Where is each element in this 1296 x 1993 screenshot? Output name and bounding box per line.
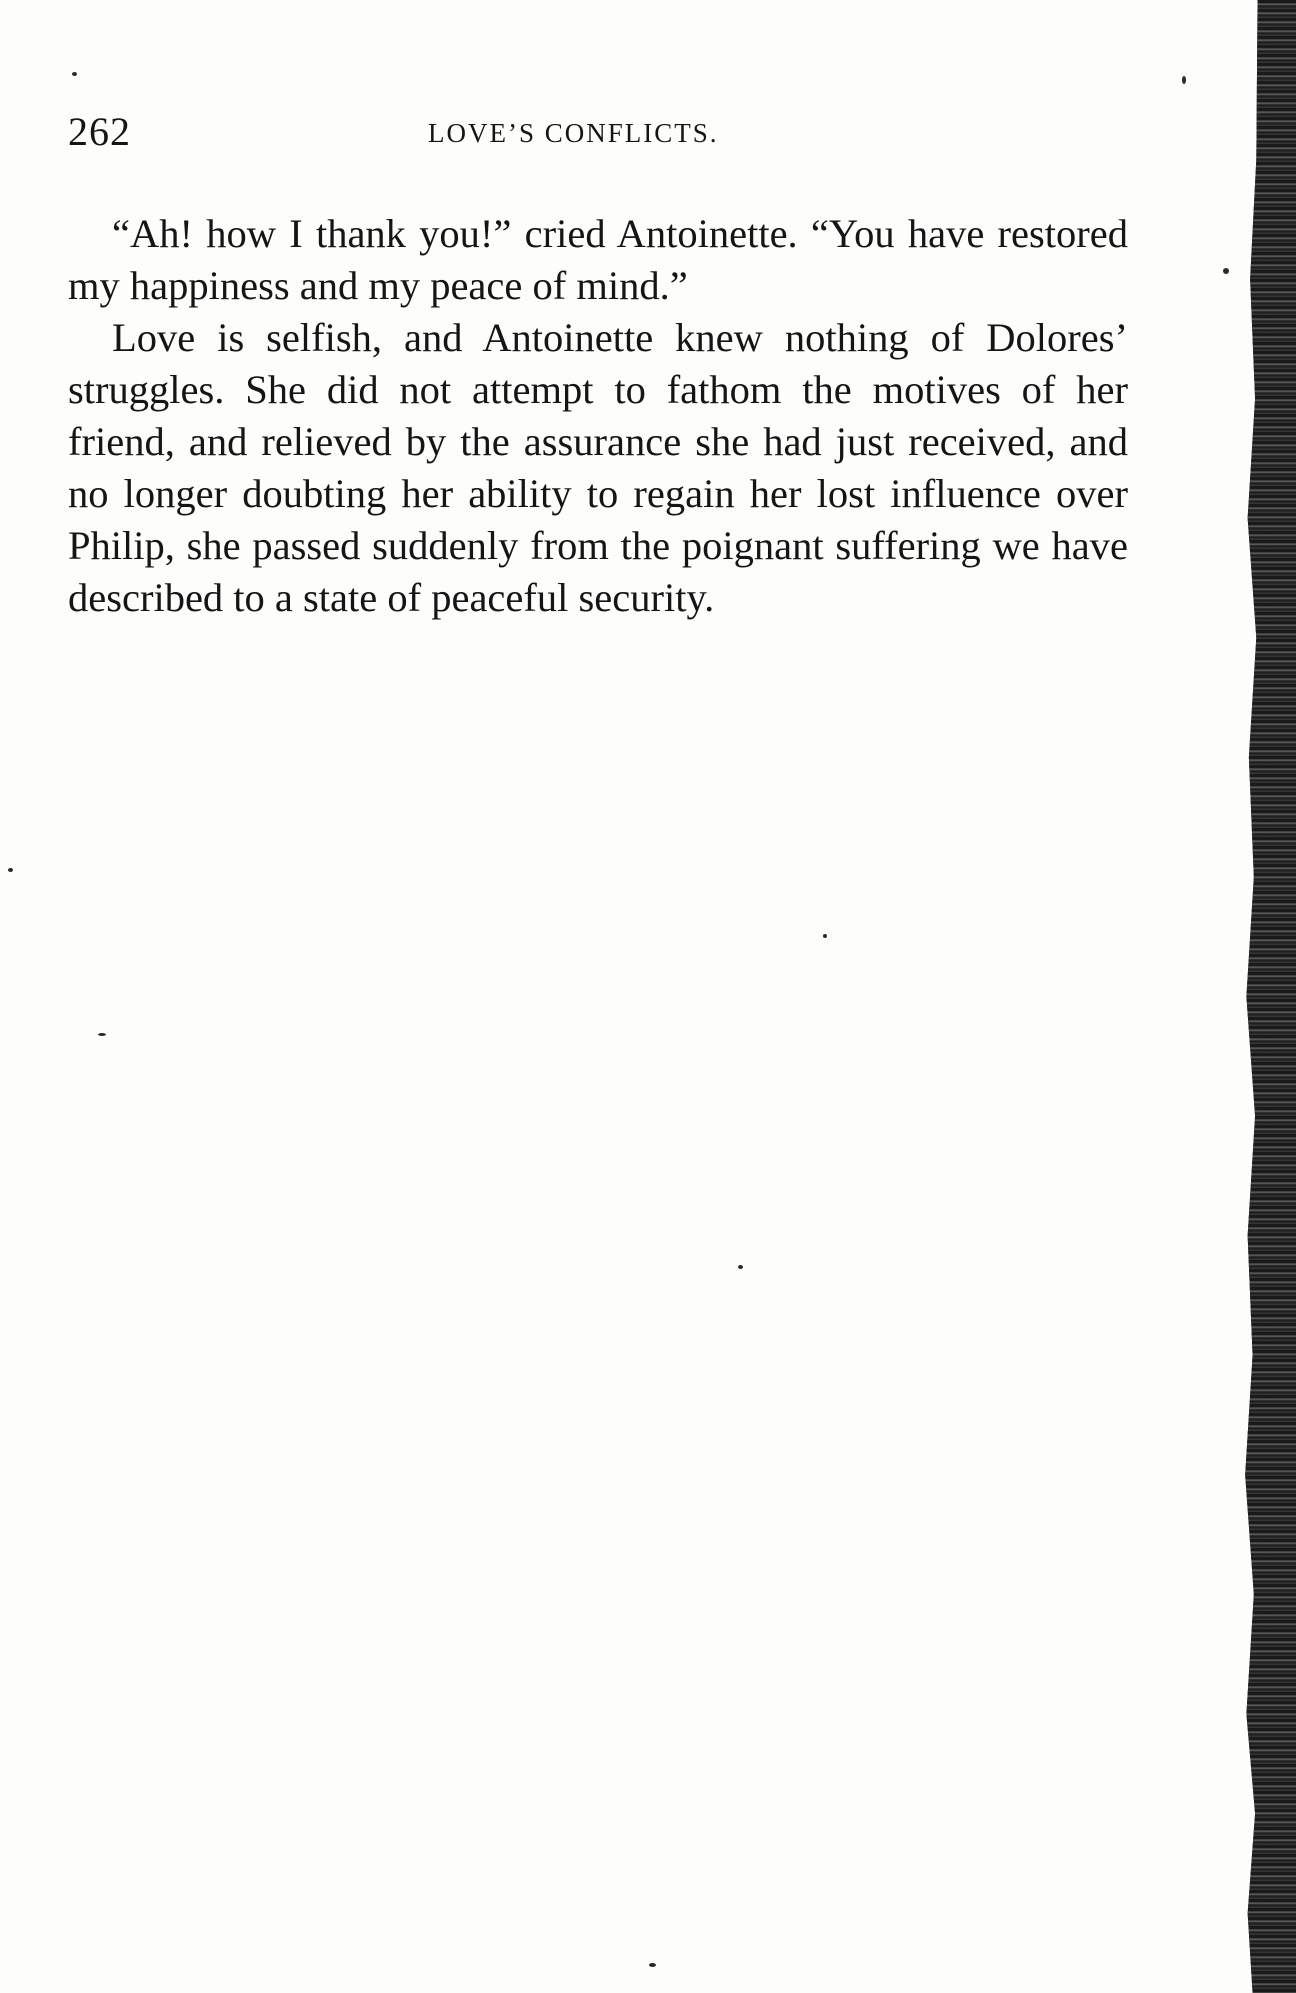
scan-speck <box>649 1963 656 1967</box>
page-number: 262 <box>68 109 131 154</box>
page-edge-shadow <box>1234 0 1296 1993</box>
scan-speck <box>823 934 827 938</box>
running-title: LOVE’S CONFLICTS. <box>428 118 719 148</box>
paragraph: Love is selfish, and Antoinette knew nothing of Dolores’ struggles. She did not attempt to fathom the motives of her friend, and relieved by the assurance she had just received, and no longer doubting her ability to regain her lost influence over Philip, she passed suddenly from the poignant suffering we have described to a state of peaceful security. <box>68 315 1128 620</box>
body-text <box>68 208 1128 624</box>
scan-speck <box>738 1265 743 1269</box>
paragraph: “Ah! how I thank you!” cried Antoinette. “You have restored my happiness and my peace of mind.” <box>68 211 1128 308</box>
running-head <box>68 108 1128 158</box>
scan-speck <box>8 868 13 872</box>
scan-speck <box>1223 268 1229 274</box>
scan-speck <box>72 72 77 76</box>
scan-speck <box>1182 76 1186 84</box>
scan-speck <box>98 1033 106 1036</box>
